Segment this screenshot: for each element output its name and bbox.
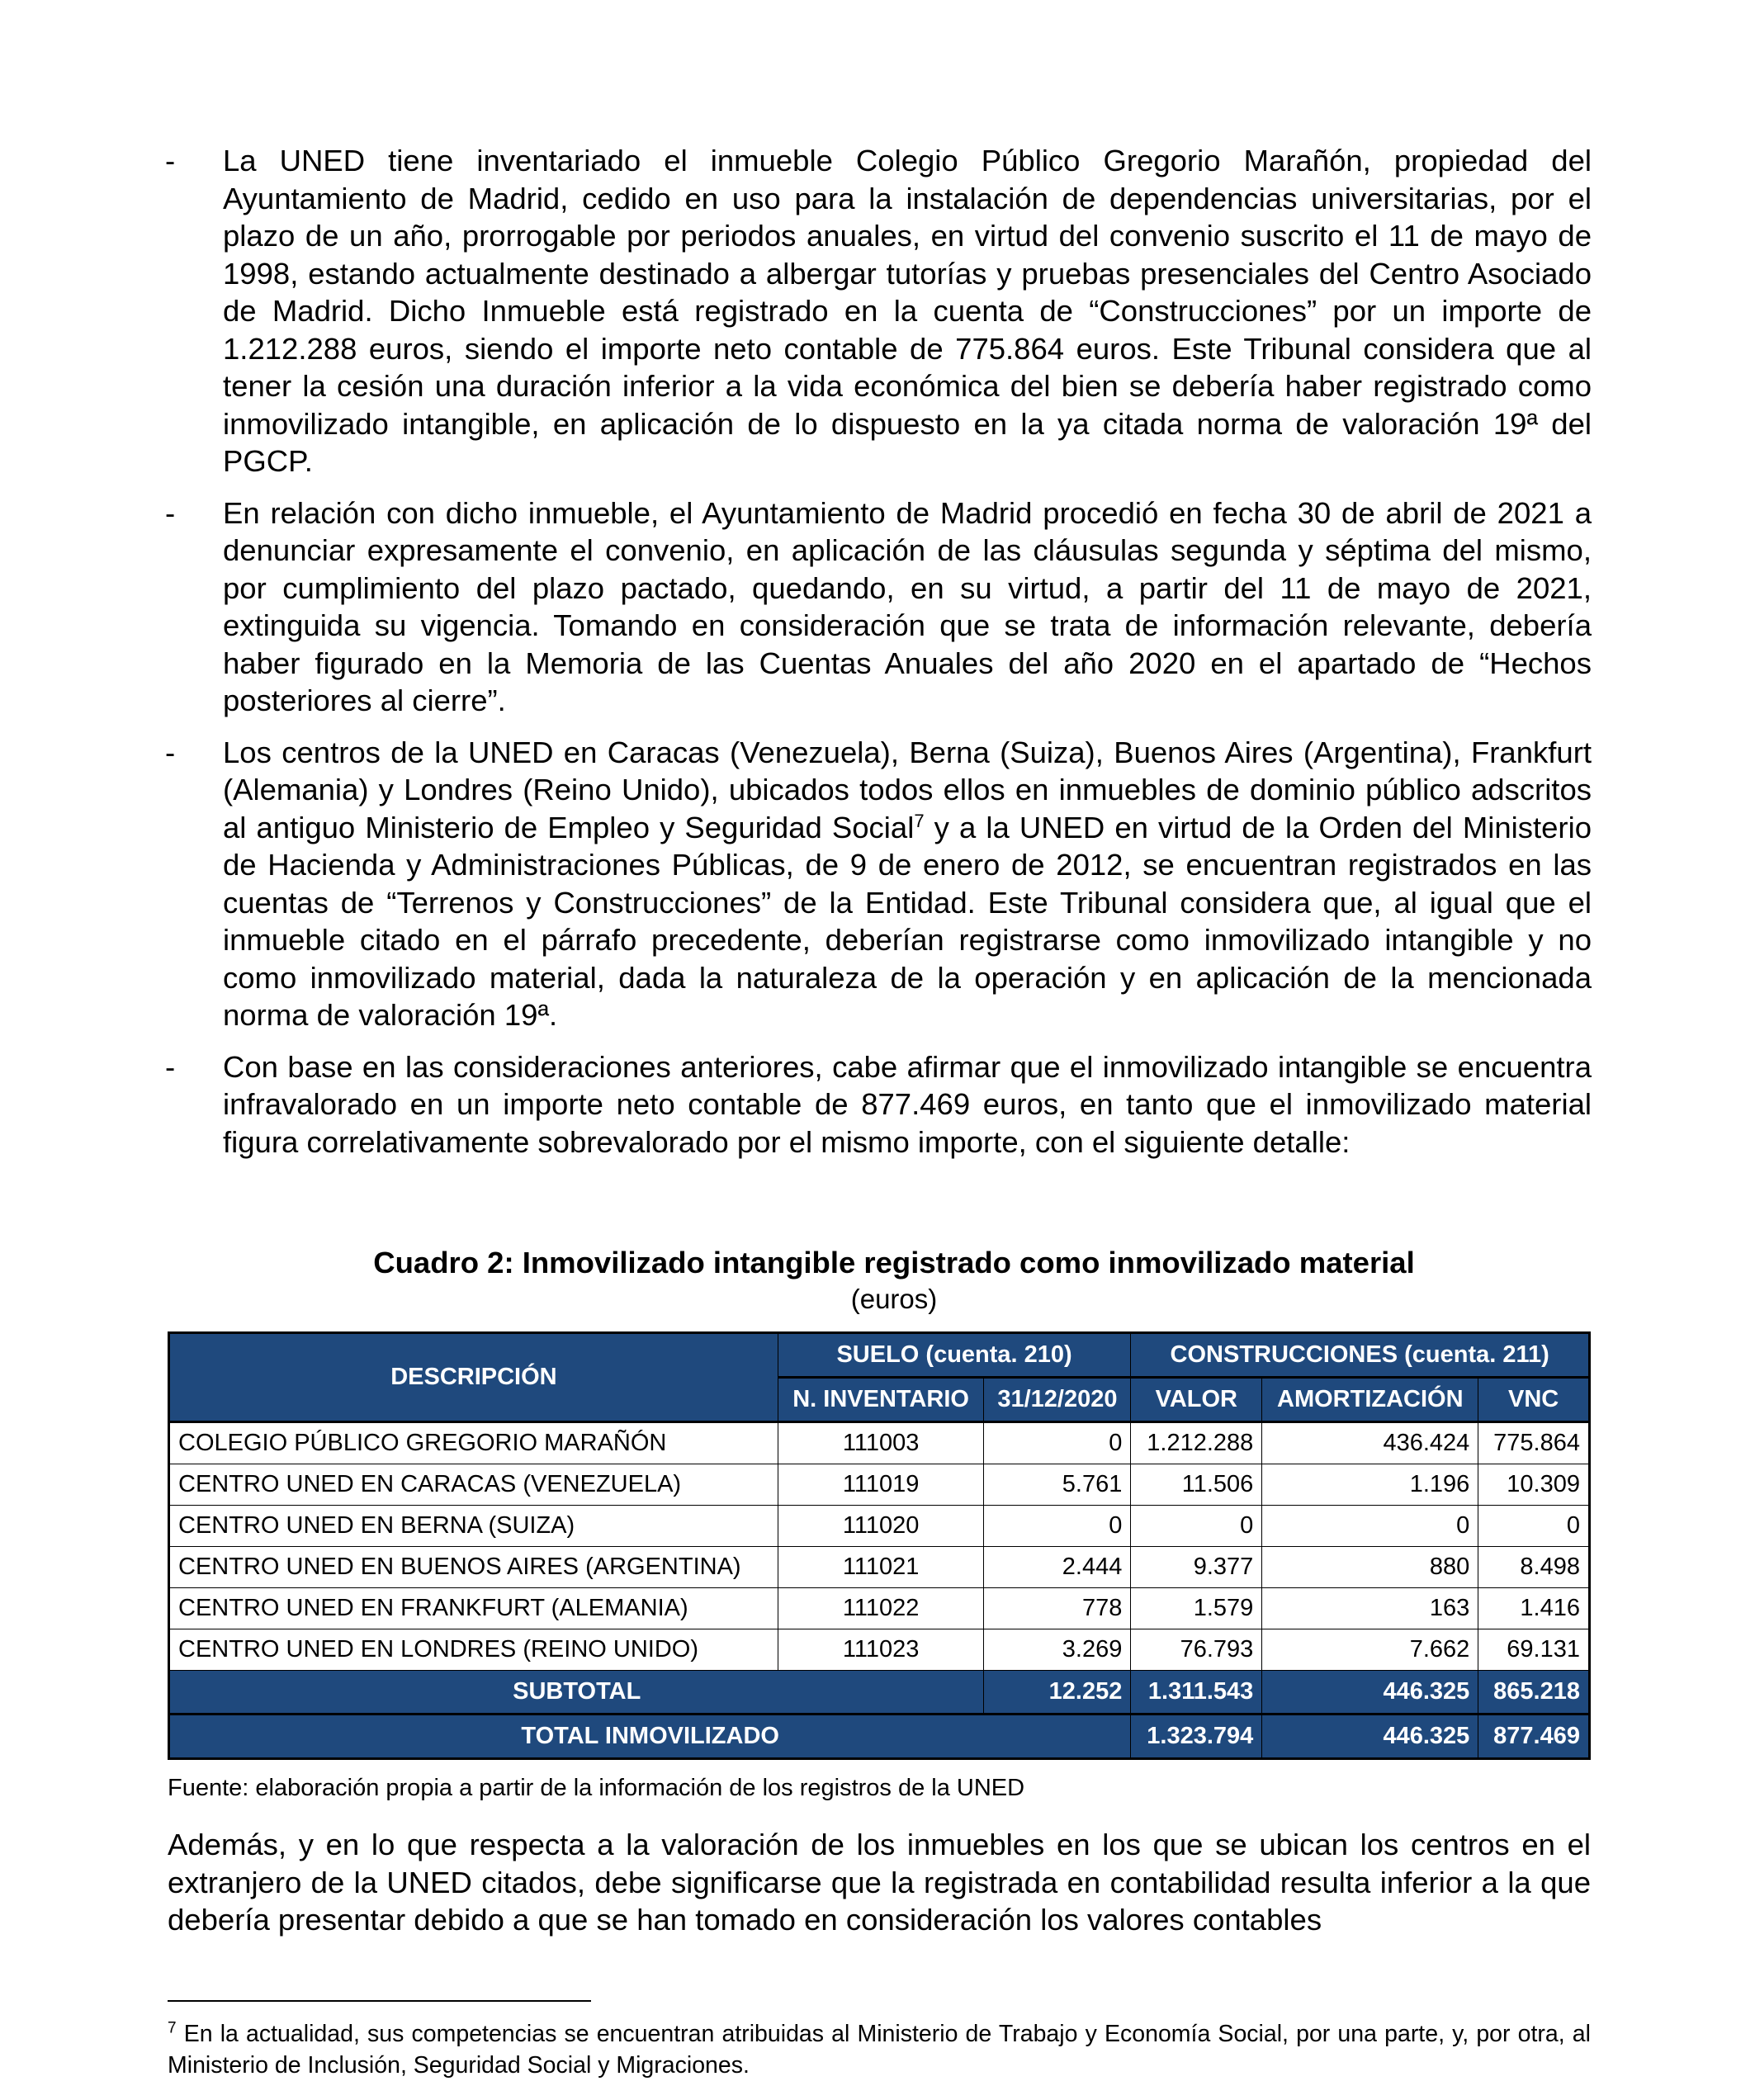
bullet-list [165, 142, 1592, 1175]
cell-suelo: 5.761 [984, 1464, 1131, 1506]
table-source-note: Fuente: elaboración propia a partir de la información de los registros de la UNED [168, 1775, 1025, 1801]
bullet-text: La UNED tiene inventariado el inmueble Colegio Público Gregorio Marañón, propiedad del Ayuntamiento de Madrid, cedido en uso para la instalación de dependencias universitarias, por el plazo de un año, prorrogable por periodos anuales, en virtud del convenio suscrito el 11 de mayo de 1998, estando actualmente destinado a albergar tutorías y pruebas presenciales del Centro Asociado de Madrid. Dicho Inmueble está registrado en la cuenta de “Construcciones” por un importe de 1.212.288 euros, siendo el importe neto contable de 775.864 euros. Este Tribunal considera que al tener la cesión una duración inferior a la vida económica del bien se debería haber registrado como inmovilizado intangible, en aplicación de lo dispuesto en la ya citada norma de valoración 19ª del PGCP. [223, 144, 1592, 478]
total-amortizacion: 446.325 [1262, 1715, 1478, 1759]
bullet-text [223, 735, 1592, 1033]
bullet-text-part: y a la UNED en virtud de la Orden del Ministerio de Hacienda y Administraciones Públicas, de 9 de enero de 2012, se encuentran registrados en las cuentas de “Terrenos y Construcciones” de la Entidad. Este Tribunal considera que, al igual que el inmueble citado en el párrafo precedente, deberían registrarse como inmovilizado intangible y no como inmovilizado material, dada la naturaleza de la operación y en aplicación de la mencionada norma de valoración 19ª. [223, 810, 1592, 1032]
header-construcciones-group: CONSTRUCCIONES (cuenta. 211) [1131, 1333, 1590, 1378]
subtotal-amortizacion: 446.325 [1262, 1671, 1478, 1715]
cell-vnc: 69.131 [1478, 1629, 1590, 1671]
bullet-text: Con base en las consideraciones anteriores, cabe afirmar que el inmovilizado intangible se encuentra infravalorado en un importe neto contable de 877.469 euros, en tanto que el inmovilizado material figura correlativamente sobrevalorado por el mismo importe, con el siguiente detalle: [223, 1049, 1592, 1159]
cell-suelo: 0 [984, 1422, 1131, 1464]
subtotal-label: SUBTOTAL [169, 1671, 984, 1715]
total-label: TOTAL INMOVILIZADO [169, 1715, 1131, 1759]
header-vnc: VNC [1478, 1378, 1590, 1422]
table-row [169, 1422, 1590, 1464]
cell-amortizacion: 7.662 [1262, 1629, 1478, 1671]
header-valor: VALOR [1131, 1378, 1262, 1422]
cell-amortizacion: 436.424 [1262, 1422, 1478, 1464]
cell-amortizacion: 880 [1262, 1547, 1478, 1588]
table-row [169, 1629, 1590, 1671]
cell-suelo: 3.269 [984, 1629, 1131, 1671]
cell-descripcion: CENTRO UNED EN LONDRES (REINO UNIDO) [169, 1629, 778, 1671]
total-row [169, 1715, 1590, 1759]
cell-descripcion: CENTRO UNED EN BUENOS AIRES (ARGENTINA) [169, 1547, 778, 1588]
subtotal-valor: 1.311.543 [1131, 1671, 1262, 1715]
cell-valor: 11.506 [1131, 1464, 1262, 1506]
header-fecha: 31/12/2020 [984, 1378, 1131, 1422]
closing-paragraph: Además, y en lo que respecta a la valoración de los inmuebles en los que se ubican los centros en el extranjero de la UNED citados, debe significarse que la registrada en contabilidad resulta inferior a la que debería presentar debido a que se han tomado en consideración los valores contables [168, 1828, 1591, 1937]
cell-n-inventario: 111023 [778, 1629, 984, 1671]
table-row [169, 1464, 1590, 1506]
table-row [169, 1588, 1590, 1629]
table-unit: (euros) [850, 1284, 938, 1314]
cell-descripcion: CENTRO UNED EN BERNA (SUIZA) [169, 1506, 778, 1547]
header-descripcion: DESCRIPCIÓN [169, 1333, 778, 1422]
cell-vnc: 10.309 [1478, 1464, 1590, 1506]
cell-suelo: 0 [984, 1506, 1131, 1547]
cell-n-inventario: 111019 [778, 1464, 984, 1506]
footnote-divider [168, 2000, 591, 2002]
cell-n-inventario: 111020 [778, 1506, 984, 1547]
footnote-text: En la actualidad, sus competencias se encuentran atribuidas al Ministerio de Trabajo y Economía Social, por una parte, y, por otra, al Ministerio de Inclusión, Seguridad Social y Migraciones. [168, 2021, 1591, 2079]
bullet-text: En relación con dicho inmueble, el Ayuntamiento de Madrid procedió en fecha 30 de abril de 2021 a denunciar expresamente el convenio, en aplicación de las cláusulas segunda y séptima del mismo, por cumplimiento del plazo pactado, quedando, en su virtud, a partir del 11 de mayo de 2021, extinguida su vigencia. Tomando en consideración que se trata de información relevante, debería haber figurado en la Memoria de las Cuentas Anuales del año 2020 en el apartado de “Hechos posteriores al cierre”. [223, 495, 1592, 717]
cell-amortizacion: 1.196 [1262, 1464, 1478, 1506]
subtotal-vnc: 865.218 [1478, 1671, 1590, 1715]
data-table [168, 1331, 1591, 1760]
bullet-item [165, 142, 1592, 480]
cell-n-inventario: 111022 [778, 1588, 984, 1629]
footnote-reference[interactable]: 7 [914, 810, 925, 831]
subtotal-row [169, 1671, 1590, 1715]
cell-amortizacion: 163 [1262, 1588, 1478, 1629]
cell-descripcion: CENTRO UNED EN FRANKFURT (ALEMANIA) [169, 1588, 778, 1629]
cell-valor: 76.793 [1131, 1629, 1262, 1671]
header-amortizacion: AMORTIZACIÓN [1262, 1378, 1478, 1422]
cell-descripcion: COLEGIO PÚBLICO GREGORIO MARAÑÓN [169, 1422, 778, 1464]
table-title: Cuadro 2: Inmovilizado intangible registrado como inmovilizado material [373, 1246, 1415, 1279]
cell-n-inventario: 111003 [778, 1422, 984, 1464]
footnote [168, 2018, 1591, 2081]
table-row [169, 1547, 1590, 1588]
total-vnc: 877.469 [1478, 1715, 1590, 1759]
bullet-marker: - [165, 735, 176, 769]
bullet-item [165, 734, 1592, 1034]
cell-valor: 1.212.288 [1131, 1422, 1262, 1464]
bullet-marker: - [165, 144, 176, 177]
cell-n-inventario: 111021 [778, 1547, 984, 1588]
table-row [169, 1506, 1590, 1547]
cell-valor: 0 [1131, 1506, 1262, 1547]
total-valor: 1.323.794 [1131, 1715, 1262, 1759]
bullet-item [165, 1048, 1592, 1161]
bullet-marker: - [165, 495, 176, 530]
subtotal-suelo: 12.252 [984, 1671, 1131, 1715]
header-suelo-group: SUELO (cuenta. 210) [778, 1333, 1131, 1378]
bullet-item [165, 494, 1592, 720]
cell-vnc: 1.416 [1478, 1588, 1590, 1629]
bullet-text-part: Los centros de la UNED en Caracas (Venezuela), Berna (Suiza), Buenos Aires (Argentina), Frankfurt (Alemania) y Londres (Reino Unido), ubicados todos ellos en inmuebles de dominio público adscritos al antiguo Ministerio de Empleo y Seguridad Social [223, 735, 1592, 844]
bullet-marker: - [165, 1049, 176, 1084]
cell-vnc: 8.498 [1478, 1547, 1590, 1588]
cell-vnc: 775.864 [1478, 1422, 1590, 1464]
cell-valor: 9.377 [1131, 1547, 1262, 1588]
cell-descripcion: CENTRO UNED EN CARACAS (VENEZUELA) [169, 1464, 778, 1506]
cell-amortizacion: 0 [1262, 1506, 1478, 1547]
header-n-inventario: N. INVENTARIO [778, 1378, 984, 1422]
cell-vnc: 0 [1478, 1506, 1590, 1547]
footnote-number: 7 [168, 2019, 177, 2037]
cell-suelo: 2.444 [984, 1547, 1131, 1588]
cell-suelo: 778 [984, 1588, 1131, 1629]
cell-valor: 1.579 [1131, 1588, 1262, 1629]
